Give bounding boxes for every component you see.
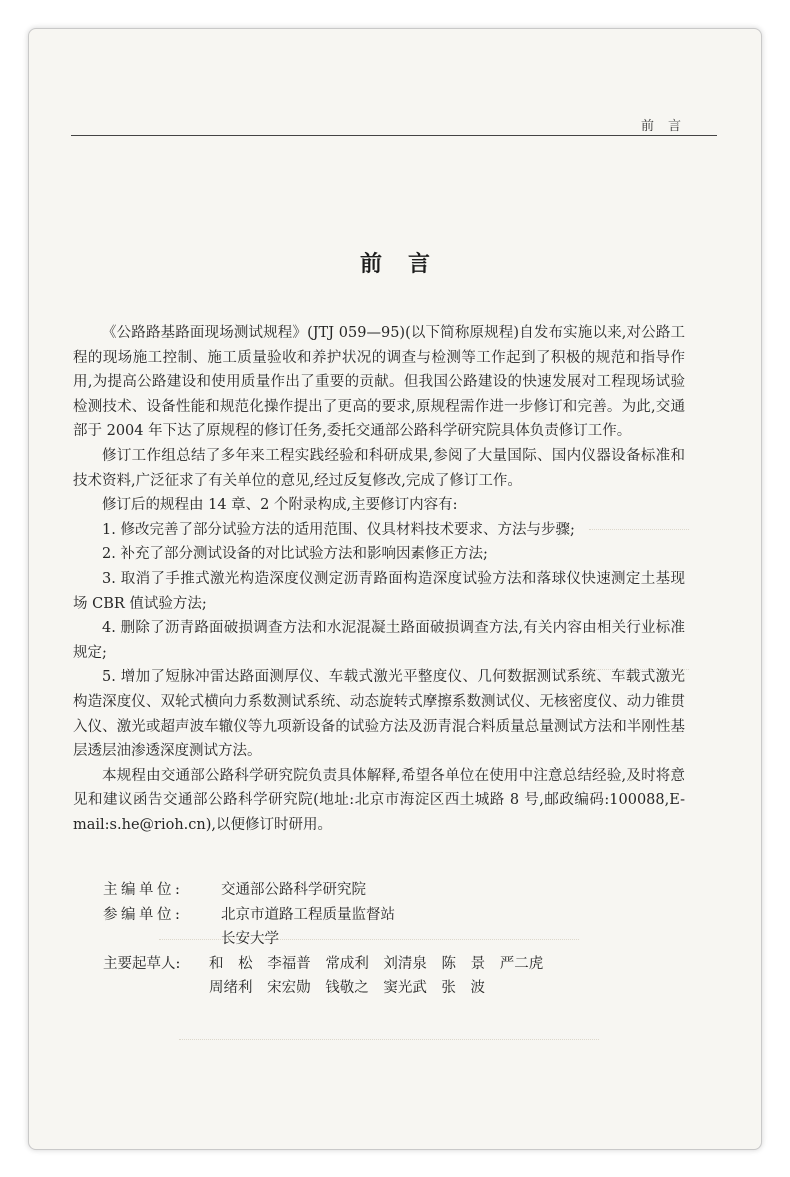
credits-block: [103, 878, 543, 1001]
drafters-row: [103, 952, 543, 977]
revision-item-1: 1. 修改完善了部分试验方法的适用范围、仪具材料技术要求、方法与步骤;: [102, 521, 575, 538]
document-page: [28, 28, 762, 1150]
revision-item-5: 5. 增加了短脉冲雷达路面测厚仪、车载式激光平整度仪、几何数据测试系统、车载式激光构造深度仪、双轮式横向力系数测试系统、动态旋转式摩擦系数测试仪、无核密度仪、动力锥贯入仪、激光或超声波车辙仪等九项新设备的试验方法及沥青混合料质量总量测试方法和半刚性基层透层油渗透深度测试方法。: [73, 669, 685, 760]
paragraph-intro: 《公路路基路面现场测试规程》(JTJ 059—95)(以下简称原规程)自发布实施以来,对公路工程的现场施工控制、施工质量验收和养护状况的调查与检测等工作起到了积极的规范和指导作用,为提高公路建设和使用质量作出了重要的贡献。但我国公路建设的快速发展对工程现场试验检测技术、设备性能和规范化操作提出了更高的要求,原规程需作进一步修订和完善。为此,交通部于 2004 年下达了原规程的修订任务,委托交通部公路科学研究院具体负责修订工作。: [73, 325, 685, 440]
editor-row: [103, 878, 543, 903]
drafters-row-2: [103, 976, 543, 1001]
preface-body: [73, 321, 685, 837]
revision-item-4: 4. 删除了沥青路面破损调查方法和水泥混凝土路面破损调查方法,有关内容由相关行业标准规定;: [73, 620, 685, 661]
drafters-line-1: 和 松 李福普 常成利 刘清泉 陈 景 严二虎: [209, 955, 544, 972]
page-title: 前言: [359, 252, 456, 277]
drafters-line-2: 周绪利 宋宏勋 钱敬之 窦光武 张 波: [209, 980, 486, 997]
revision-item-2: 2. 补充了部分测试设备的对比试验方法和影响因素修正方法;: [102, 546, 488, 563]
revision-item-3: 3. 取消了手推式激光构造深度仪测定沥青路面构造深度试验方法和落球仪快速测定土基现场 CBR 值试验方法;: [73, 570, 685, 612]
coeditor-row-2: [103, 927, 543, 952]
drafters-label: 主要起草人:: [103, 955, 181, 972]
running-header: 前言: [640, 119, 695, 134]
paragraph-contact: 本规程由交通部公路科学研究院负责具体解释,希望各单位在使用中注意总结经验,及时将意见和建议函告交通部公路科学研究院(地址:北京市海淀区西土城路 8 号,邮政编码:100088,E-mail:s.he@rioh.cn),以便修订时研用。: [73, 767, 685, 833]
paragraph-work-summary: 修订工作组总结了多年来工程实践经验和科研成果,参阅了大量国际、国内仪器设备标准和技术资料,广泛征求了有关单位的意见,经过反复修改,完成了修订工作。: [73, 447, 685, 489]
paragraph-structure: 修订后的规程由 14 章、2 个附录构成,主要修订内容有:: [102, 497, 458, 514]
coeditor-label: 参编单位:: [103, 906, 184, 923]
editor-value: 交通部公路科学研究院: [221, 882, 366, 898]
editor-label: 主编单位:: [103, 882, 184, 898]
coeditor-value-2: 长安大学: [221, 931, 279, 948]
coeditor-value-1: 北京市道路工程质量监督站: [221, 906, 395, 923]
coeditor-row: [103, 903, 543, 928]
header-divider: [71, 135, 717, 136]
show-through-line: [179, 1039, 599, 1040]
